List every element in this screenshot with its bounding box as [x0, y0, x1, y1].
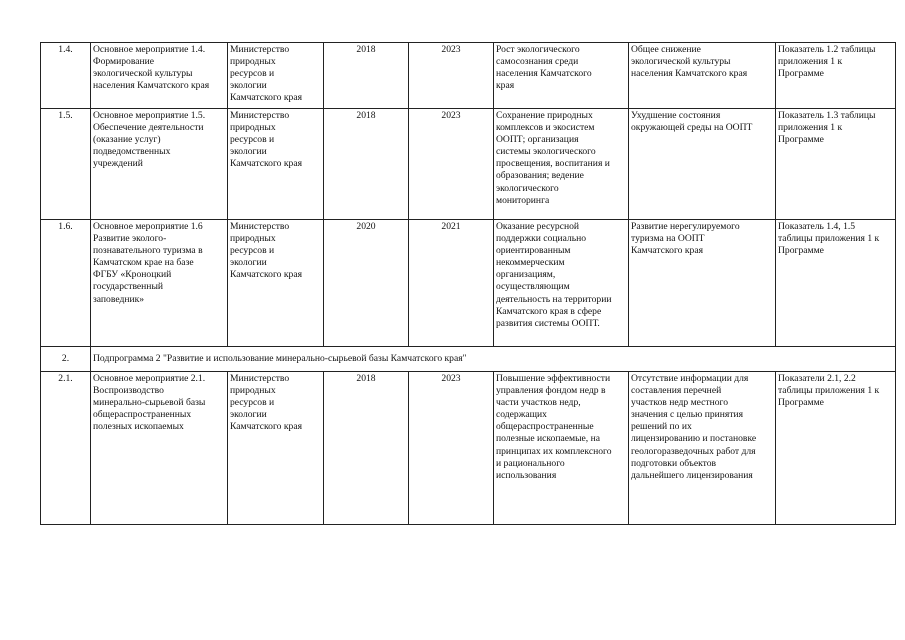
responsible-executor-line: природных	[230, 233, 276, 245]
activity-name-line: Камчатском крае на базе	[93, 257, 194, 269]
activity-name-line: Основное мероприятие 1.5.	[93, 110, 206, 121]
non-implementation-consequence-line: решений по их	[631, 421, 692, 433]
related-indicator-line: Программе	[778, 397, 824, 409]
expected-result-line: Рост экологического	[496, 44, 580, 55]
responsible-executor-line: Министерство	[230, 110, 290, 121]
activity-name-line: Развитие эколого-	[93, 233, 167, 245]
non-implementation-consequence	[629, 220, 776, 347]
responsible-executor-line: экологии	[230, 257, 267, 269]
responsible-executor	[228, 109, 324, 220]
end-year: 2023	[409, 43, 494, 109]
responsible-executor-line: экологии	[230, 409, 267, 421]
related-indicator-line: Показатель 1.3 таблицы	[778, 110, 876, 121]
activity-name-line: подведомственных	[93, 146, 171, 158]
expected-result-line: и рационального	[496, 457, 565, 469]
non-implementation-consequence-line: экологической культуры	[631, 56, 731, 68]
responsible-executor-line: Камчатского края	[230, 92, 302, 104]
end-year: 2023	[409, 372, 494, 525]
responsible-executor-line: Камчатского края	[230, 421, 302, 433]
responsible-executor-line: экологии	[230, 146, 267, 158]
responsible-executor-line: Министерство	[230, 373, 290, 384]
related-indicator-line: приложения 1 к	[778, 56, 843, 68]
expected-result-line: общераспространенные	[496, 421, 594, 433]
expected-result-line: Камчатского края в сфере	[496, 305, 602, 317]
expected-result-line: организациям,	[496, 269, 556, 281]
activity-name-line: ФГБУ «Кроноцкий	[93, 269, 172, 281]
activity-name-line: общераспространенных	[93, 409, 192, 421]
table-row	[41, 220, 896, 347]
related-indicator	[776, 43, 896, 109]
responsible-executor-line: ресурсов и	[230, 134, 275, 146]
non-implementation-consequence	[629, 43, 776, 109]
non-implementation-consequence-line: населения Камчатского края	[631, 68, 748, 80]
expected-result	[494, 43, 629, 109]
row-number: 1.6.	[41, 220, 91, 347]
non-implementation-consequence-line: подготовки объектов	[631, 457, 717, 469]
non-implementation-consequence-line: Камчатского края	[631, 245, 703, 257]
non-implementation-consequence-line: участков недр местного	[631, 397, 729, 409]
activity-name	[91, 372, 228, 525]
expected-result-line: осуществляющим	[496, 281, 570, 293]
expected-result	[494, 372, 629, 525]
related-indicator-line: Программе	[778, 68, 824, 80]
row-number: 1.5.	[41, 109, 91, 220]
expected-result-line: ООПТ; организация	[496, 134, 579, 146]
responsible-executor-line: Камчатского края	[230, 158, 302, 170]
program-table	[40, 42, 896, 525]
subprogram-row	[41, 347, 896, 372]
activity-name	[91, 43, 228, 109]
non-implementation-consequence-line: Отсутствие информации для	[631, 373, 749, 384]
related-indicator-line: таблицы приложения 1 к	[778, 385, 880, 397]
expected-result-line: края	[496, 80, 515, 92]
related-indicator	[776, 109, 896, 220]
non-implementation-consequence-line: Общее снижение	[631, 44, 701, 55]
activity-name-line: Основное мероприятие 2.1.	[93, 373, 206, 384]
expected-result-line: некоммерческим	[496, 257, 565, 269]
activity-name-line: заповедник»	[93, 293, 145, 305]
responsible-executor-line: ресурсов и	[230, 68, 275, 80]
non-implementation-consequence-line: геологоразведочных работ для	[631, 445, 756, 457]
non-implementation-consequence-line: значения с целью принятия	[631, 409, 744, 421]
start-year: 2018	[324, 109, 409, 220]
responsible-executor-line: ресурсов и	[230, 245, 275, 257]
responsible-executor-line: ресурсов и	[230, 397, 275, 409]
expected-result-line: части участков недр,	[496, 397, 581, 409]
table-row	[41, 372, 896, 525]
activity-name-line: Основное мероприятие 1.4.	[93, 44, 206, 55]
activity-name	[91, 220, 228, 347]
responsible-executor	[228, 372, 324, 525]
non-implementation-consequence-line: туризма на ООПТ	[631, 233, 705, 245]
responsible-executor-line: Камчатского края	[230, 269, 302, 281]
non-implementation-consequence-line: дальнейшего лицензирования	[631, 469, 753, 481]
activity-name-line: государственный	[93, 281, 164, 293]
activity-name-line: Обеспечение деятельности	[93, 122, 204, 134]
non-implementation-consequence	[629, 109, 776, 220]
non-implementation-consequence-line: окружающей среды на ООПТ	[631, 122, 753, 134]
responsible-executor	[228, 43, 324, 109]
expected-result	[494, 109, 629, 220]
expected-result-line: Повышение эффективности	[496, 373, 611, 384]
table-row	[41, 43, 896, 109]
activity-name-line: Основное мероприятие 1.6	[93, 221, 203, 232]
activity-name-line: познавательного туризма в	[93, 245, 203, 257]
row-number: 1.4.	[41, 43, 91, 109]
activity-name-line: населения Камчатского края	[93, 80, 210, 92]
activity-name-line: учреждений	[93, 158, 143, 170]
activity-name-line: Воспроизводство	[93, 385, 164, 397]
expected-result-line: Сохранение природных	[496, 110, 593, 121]
table-row	[41, 109, 896, 220]
expected-result-line: ориентированным	[496, 245, 571, 257]
related-indicator-line: Программе	[778, 134, 824, 146]
responsible-executor-line: природных	[230, 56, 276, 68]
responsible-executor-line: Министерство	[230, 44, 290, 55]
expected-result	[494, 220, 629, 347]
expected-result-line: деятельность на территории	[496, 293, 612, 305]
expected-result-line: экологического	[496, 182, 559, 194]
non-implementation-consequence-line: Ухудшение состояния	[631, 110, 721, 121]
responsible-executor-line: Министерство	[230, 221, 290, 232]
end-year: 2023	[409, 109, 494, 220]
non-implementation-consequence-line: лицензированию и постановке	[631, 433, 757, 445]
row-number: 2.1.	[41, 372, 91, 525]
expected-result-line: просвещения, воспитания и	[496, 158, 610, 170]
related-indicator-line: таблицы приложения 1 к	[778, 233, 880, 245]
expected-result-line: образования; ведение	[496, 170, 584, 182]
related-indicator-line: приложения 1 к	[778, 122, 843, 134]
expected-result-line: комплексов и экосистем	[496, 122, 595, 134]
start-year: 2020	[324, 220, 409, 347]
expected-result-line: принципах их комплексного	[496, 445, 612, 457]
responsible-executor	[228, 220, 324, 347]
expected-result-line: системы экологического	[496, 146, 596, 158]
expected-result-line: самосознания среди	[496, 56, 579, 68]
activity-name-line: полезных ископаемых	[93, 421, 184, 433]
expected-result-line: поддержки социально	[496, 233, 587, 245]
non-implementation-consequence-line: Развитие нерегулируемого	[631, 221, 740, 232]
responsible-executor-line: природных	[230, 122, 276, 134]
expected-result-line: полезные ископаемые, на	[496, 433, 600, 445]
activity-name-line: (оказание услуг)	[93, 134, 161, 146]
expected-result-line: Оказание ресурсной	[496, 221, 580, 232]
activity-name-line: минерально-сырьевой базы	[93, 397, 206, 409]
expected-result-line: развития системы ООПТ.	[496, 317, 600, 329]
expected-result-line: содержащих	[496, 409, 547, 421]
non-implementation-consequence	[629, 372, 776, 525]
expected-result-line: мониторинга	[496, 194, 550, 206]
related-indicator-line: Показатель 1.4, 1.5	[778, 221, 856, 232]
responsible-executor-line: экологии	[230, 80, 267, 92]
expected-result-line: управления фондом недр в	[496, 385, 606, 397]
end-year: 2021	[409, 220, 494, 347]
non-implementation-consequence-line: составления перечней	[631, 385, 722, 397]
subprogram-number: 2.	[41, 347, 91, 372]
expected-result-line: использования	[496, 469, 557, 481]
related-indicator-line: Показатель 1.2 таблицы	[778, 44, 876, 55]
related-indicator	[776, 372, 896, 525]
related-indicator-line: Показатели 2.1, 2.2	[778, 373, 856, 384]
start-year: 2018	[324, 43, 409, 109]
subprogram-title: Подпрограмма 2 "Развитие и использование минерально-сырьевой базы Камчатского края"	[91, 347, 896, 372]
expected-result-line: населения Камчатского	[496, 68, 592, 80]
start-year: 2018	[324, 372, 409, 525]
activity-name-line: экологической культуры	[93, 68, 193, 80]
related-indicator-line: Программе	[778, 245, 824, 257]
related-indicator	[776, 220, 896, 347]
activity-name-line: Формирование	[93, 56, 155, 68]
responsible-executor-line: природных	[230, 385, 276, 397]
activity-name	[91, 109, 228, 220]
